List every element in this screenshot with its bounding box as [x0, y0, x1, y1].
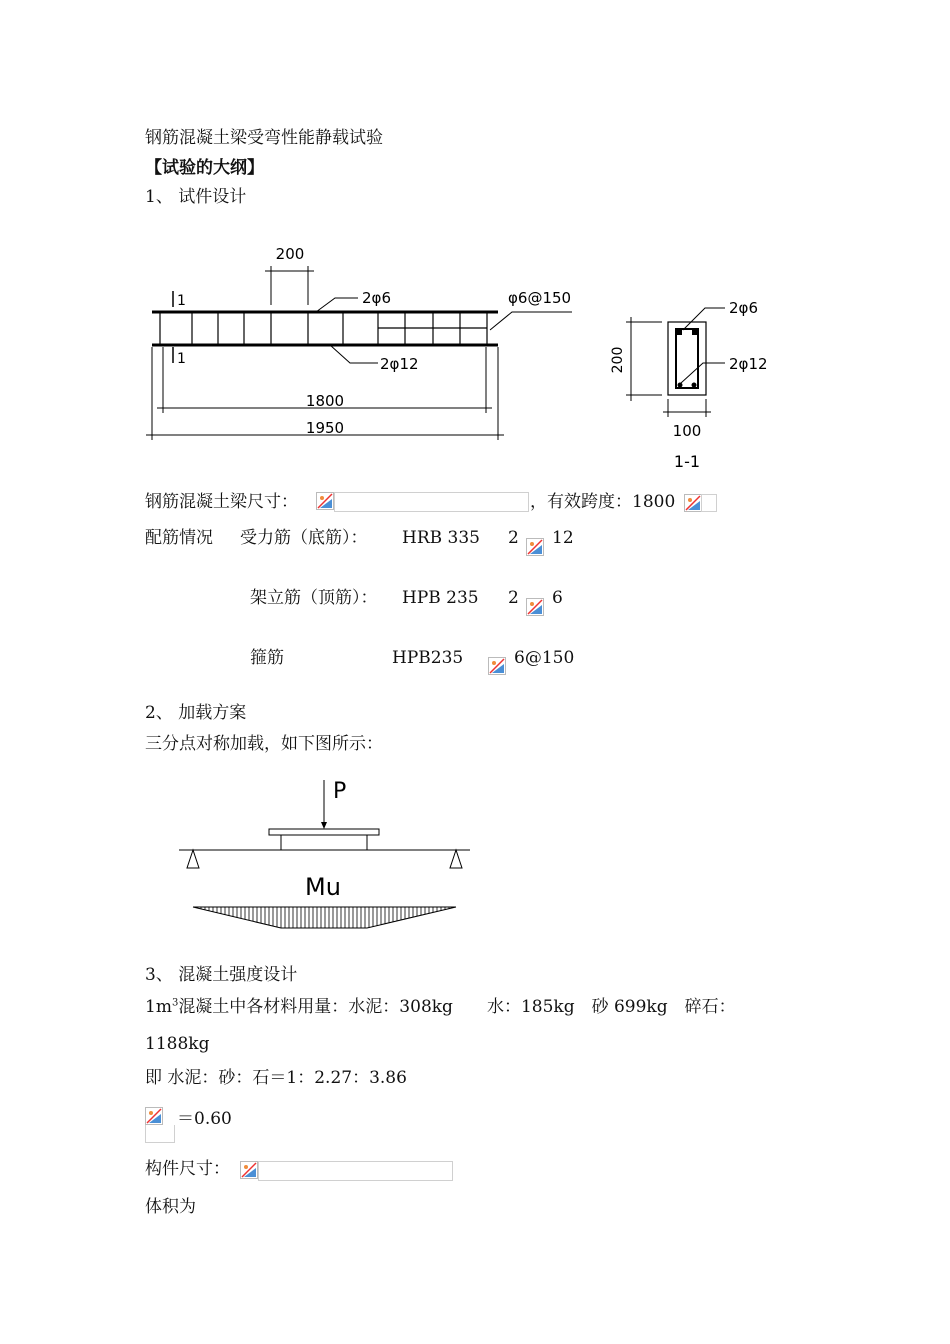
mix-unit-superscript: 3: [171, 997, 179, 1009]
broken-image-icon: [240, 1161, 258, 1179]
beam-size-label: 钢筋混凝土梁尺寸：: [145, 492, 298, 512]
erect-bar-count: 2: [508, 588, 519, 608]
section-width-label: 100: [672, 422, 702, 440]
section-2-description: 三分点对称加载，如下图所示：: [145, 734, 383, 754]
section-mark-bottom: 1: [177, 351, 186, 367]
broken-image-icon: [526, 538, 544, 556]
broken-image-icon: [316, 492, 334, 510]
broken-image-icon: [488, 657, 506, 675]
section-top-bar-label: 2φ6: [729, 299, 758, 317]
main-bar-label: 受力筋（底筋）：: [240, 528, 368, 548]
span-1800-label: 1800: [305, 392, 345, 410]
section-1-heading: 1、 试件设计: [145, 187, 247, 207]
cross-section: [626, 308, 725, 417]
stirrup-spec: 6@150: [514, 648, 575, 668]
member-size-label: 构件尺寸：: [145, 1159, 230, 1179]
stirrup-label: 箍筋: [250, 648, 284, 668]
main-bar-grade: HRB 335: [402, 528, 480, 548]
document-title: 钢筋混凝土梁受弯性能静载试验: [145, 128, 383, 148]
erect-bar-label: 架立筋（顶筋）：: [250, 588, 378, 608]
mix-materials-text: 混凝土中各材料用量：水泥：308kg 水：185kg 砂 699kg 碎石：: [178, 997, 736, 1017]
member-size-field: [258, 1161, 453, 1181]
stirrup-grade: HPB235: [392, 648, 464, 668]
stirrups: [160, 312, 487, 345]
rebar-label: 配筋情况: [145, 528, 213, 548]
span-unit-field: [701, 494, 717, 512]
span-1950-label: 1950: [305, 419, 345, 437]
beam-size-field: [334, 492, 529, 512]
mix-proportion-line: [145, 997, 736, 1017]
wc-ratio-field: [145, 1125, 175, 1143]
effective-span-label: ，有效跨度：1800: [530, 492, 676, 512]
section-bottom-bar-label: 2φ12: [729, 355, 768, 373]
section-3-heading: 3、 混凝土强度设计: [145, 965, 298, 985]
top-bar-label: 2φ6: [362, 289, 391, 307]
section-height-label: 200: [610, 346, 626, 374]
moment-diagram: [193, 907, 456, 928]
stirrup-spacing-label: φ6@150: [508, 289, 572, 307]
bottom-bar-label: 2φ12: [380, 355, 419, 373]
load-label: P: [333, 779, 347, 804]
moment-label: Mu: [305, 873, 341, 901]
volume-label: 体积为: [145, 1197, 196, 1217]
erect-bar-diameter: 6: [552, 588, 563, 608]
mix-ratio: 即 水泥：砂：石＝1：2.27：3.86: [145, 1068, 407, 1088]
broken-image-icon: [145, 1107, 163, 1125]
erect-bar-grade: HPB 235: [402, 588, 479, 608]
mix-gravel-amount: 1188kg: [145, 1034, 210, 1054]
mix-unit-prefix: 1m: [145, 997, 172, 1017]
main-bar-diameter: 12: [552, 528, 574, 548]
dim-200-label: 200: [275, 245, 305, 263]
main-bar-count: 2: [508, 528, 519, 548]
broken-image-icon: [684, 494, 702, 512]
beam-design-figure: [140, 235, 790, 475]
section-title: 1-1: [673, 452, 701, 471]
broken-image-icon: [526, 598, 544, 616]
loading-scheme-figure: [175, 770, 475, 935]
section-2-heading: 2、 加载方案: [145, 703, 247, 723]
outline-heading: 【试验的大纲】: [145, 158, 264, 178]
section-mark-top: 1: [177, 293, 186, 309]
water-cement-ratio: ＝0.60: [177, 1109, 232, 1129]
